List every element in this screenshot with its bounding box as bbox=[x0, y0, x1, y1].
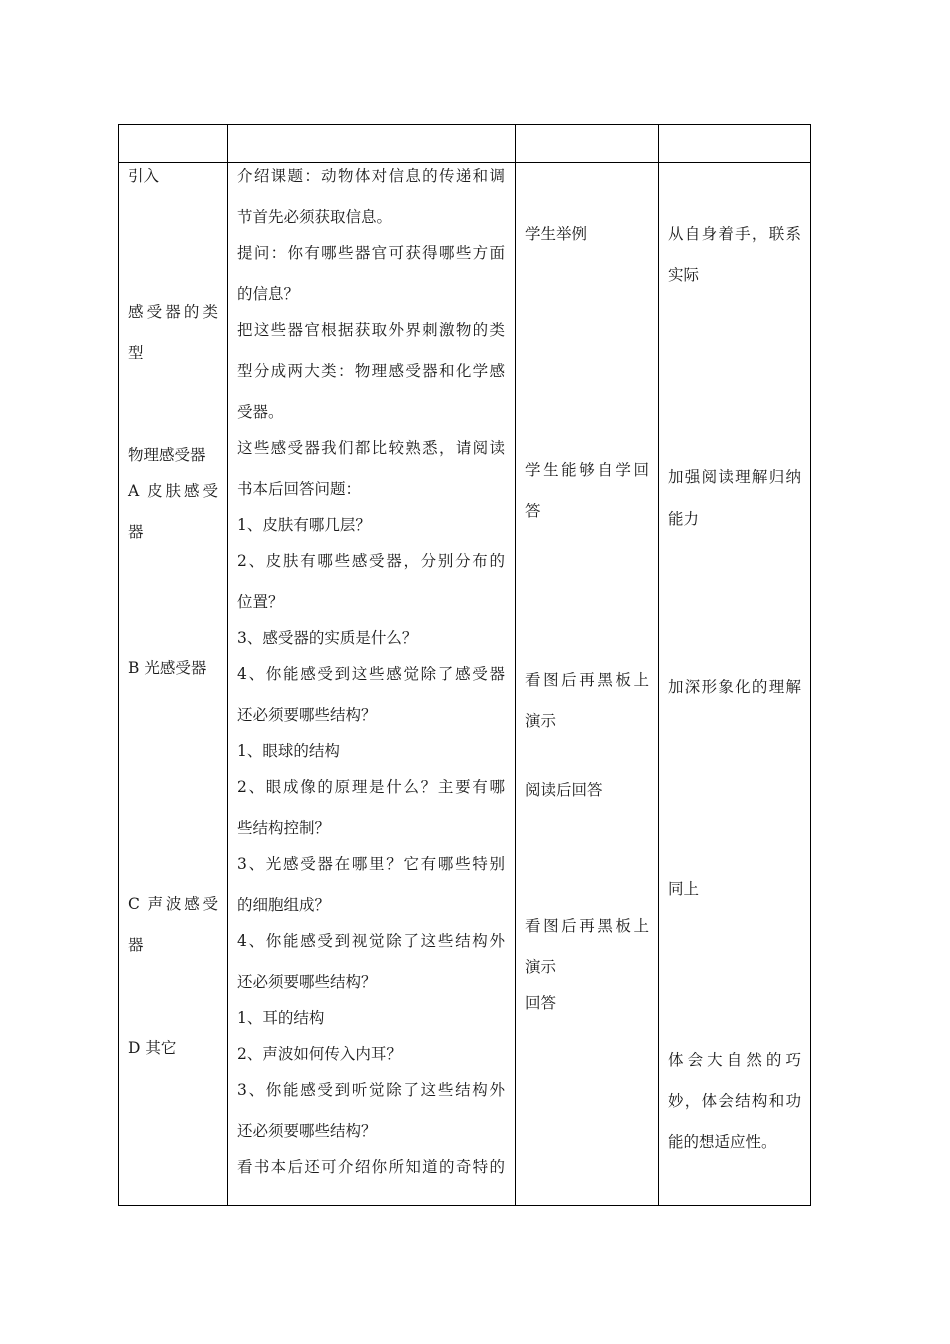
design-intent: 从自身着手，联系 bbox=[668, 225, 801, 243]
column-divider bbox=[515, 125, 516, 1205]
content-line: 这些感受器我们都比较熟悉，请阅读 bbox=[237, 439, 505, 457]
section-label-types-cont: 型 bbox=[128, 344, 144, 362]
student-activity: 学生能够自学回 bbox=[525, 461, 649, 479]
section-label-other: D 其它 bbox=[128, 1039, 177, 1057]
content-line: 还必须要哪些结构？ bbox=[237, 706, 377, 724]
section-label-skin-cont: 器 bbox=[128, 523, 144, 541]
content-line: 把这些器官根据获取外界刺激物的类 bbox=[237, 321, 505, 339]
content-line: 4、你能感受到这些感觉除了感受器 bbox=[237, 665, 505, 683]
student-activity: 演示 bbox=[525, 712, 557, 730]
column-divider bbox=[658, 125, 659, 1205]
section-label-sound-cont: 器 bbox=[128, 936, 144, 954]
design-intent: 妙，体会结构和功 bbox=[668, 1092, 801, 1110]
student-activity: 看图后再黑板上 bbox=[525, 917, 649, 935]
design-intent: 加强阅读理解归纳 bbox=[668, 468, 801, 486]
header-row-divider bbox=[119, 162, 810, 163]
content-line: 2、声波如何传入内耳？ bbox=[237, 1045, 402, 1063]
design-intent: 能力 bbox=[668, 510, 700, 528]
content-line: 还必须要哪些结构？ bbox=[237, 973, 377, 991]
content-line: 看书本后还可介绍你所知道的奇特的 bbox=[237, 1158, 505, 1176]
content-line: 2、皮肤有哪些感受器，分别分布的 bbox=[237, 552, 505, 570]
section-label-physical: 物理感受器 bbox=[128, 446, 206, 464]
content-line: 1、眼球的结构 bbox=[237, 742, 340, 760]
section-label-sound: C 声波感受 bbox=[128, 895, 218, 913]
design-intent: 加深形象化的理解 bbox=[668, 678, 801, 696]
content-line: 提问：你有哪些器官可获得哪些方面 bbox=[237, 244, 505, 262]
student-activity: 演示 bbox=[525, 958, 557, 976]
content-line: 3、光感受器在哪里？它有哪些特别 bbox=[237, 855, 505, 873]
content-line: 1、皮肤有哪几层？ bbox=[237, 516, 371, 534]
section-label-light: B 光感受器 bbox=[128, 659, 207, 677]
content-line: 2、眼成像的原理是什么？主要有哪 bbox=[237, 778, 505, 796]
section-label-skin: A 皮肤感受 bbox=[128, 482, 218, 500]
content-line: 1、耳的结构 bbox=[237, 1009, 325, 1027]
content-line: 3、你能感受到听觉除了这些结构外 bbox=[237, 1081, 505, 1099]
section-label-types: 感受器的类 bbox=[128, 303, 218, 321]
student-activity: 答 bbox=[525, 502, 541, 520]
content-line: 节首先必须获取信息。 bbox=[237, 208, 393, 226]
student-activity: 回答 bbox=[525, 994, 557, 1012]
content-line: 4、你能感受到视觉除了这些结构外 bbox=[237, 932, 505, 950]
column-divider bbox=[227, 125, 228, 1205]
student-activity: 学生举例 bbox=[525, 225, 588, 243]
content-line: 些结构控制？ bbox=[237, 819, 331, 837]
content-line: 还必须要哪些结构？ bbox=[237, 1122, 377, 1140]
content-line: 的细胞组成？ bbox=[237, 896, 331, 914]
design-intent: 实际 bbox=[668, 266, 700, 284]
content-line: 的信息？ bbox=[237, 285, 300, 303]
section-label-intro: 引入 bbox=[128, 167, 160, 185]
student-activity: 阅读后回答 bbox=[525, 781, 603, 799]
design-intent: 体会大自然的巧 bbox=[668, 1051, 801, 1069]
content-line: 3、感受器的实质是什么？ bbox=[237, 629, 418, 647]
content-line: 介绍课题：动物体对信息的传递和调 bbox=[237, 167, 505, 185]
student-activity: 看图后再黑板上 bbox=[525, 671, 649, 689]
content-line: 型分成两大类：物理感受器和化学感 bbox=[237, 362, 505, 380]
content-line: 位置？ bbox=[237, 593, 284, 611]
design-intent: 能的想适应性。 bbox=[668, 1133, 777, 1151]
content-line: 受器。 bbox=[237, 403, 284, 421]
content-line: 书本后回答问题： bbox=[237, 480, 362, 498]
design-intent: 同上 bbox=[668, 880, 700, 898]
